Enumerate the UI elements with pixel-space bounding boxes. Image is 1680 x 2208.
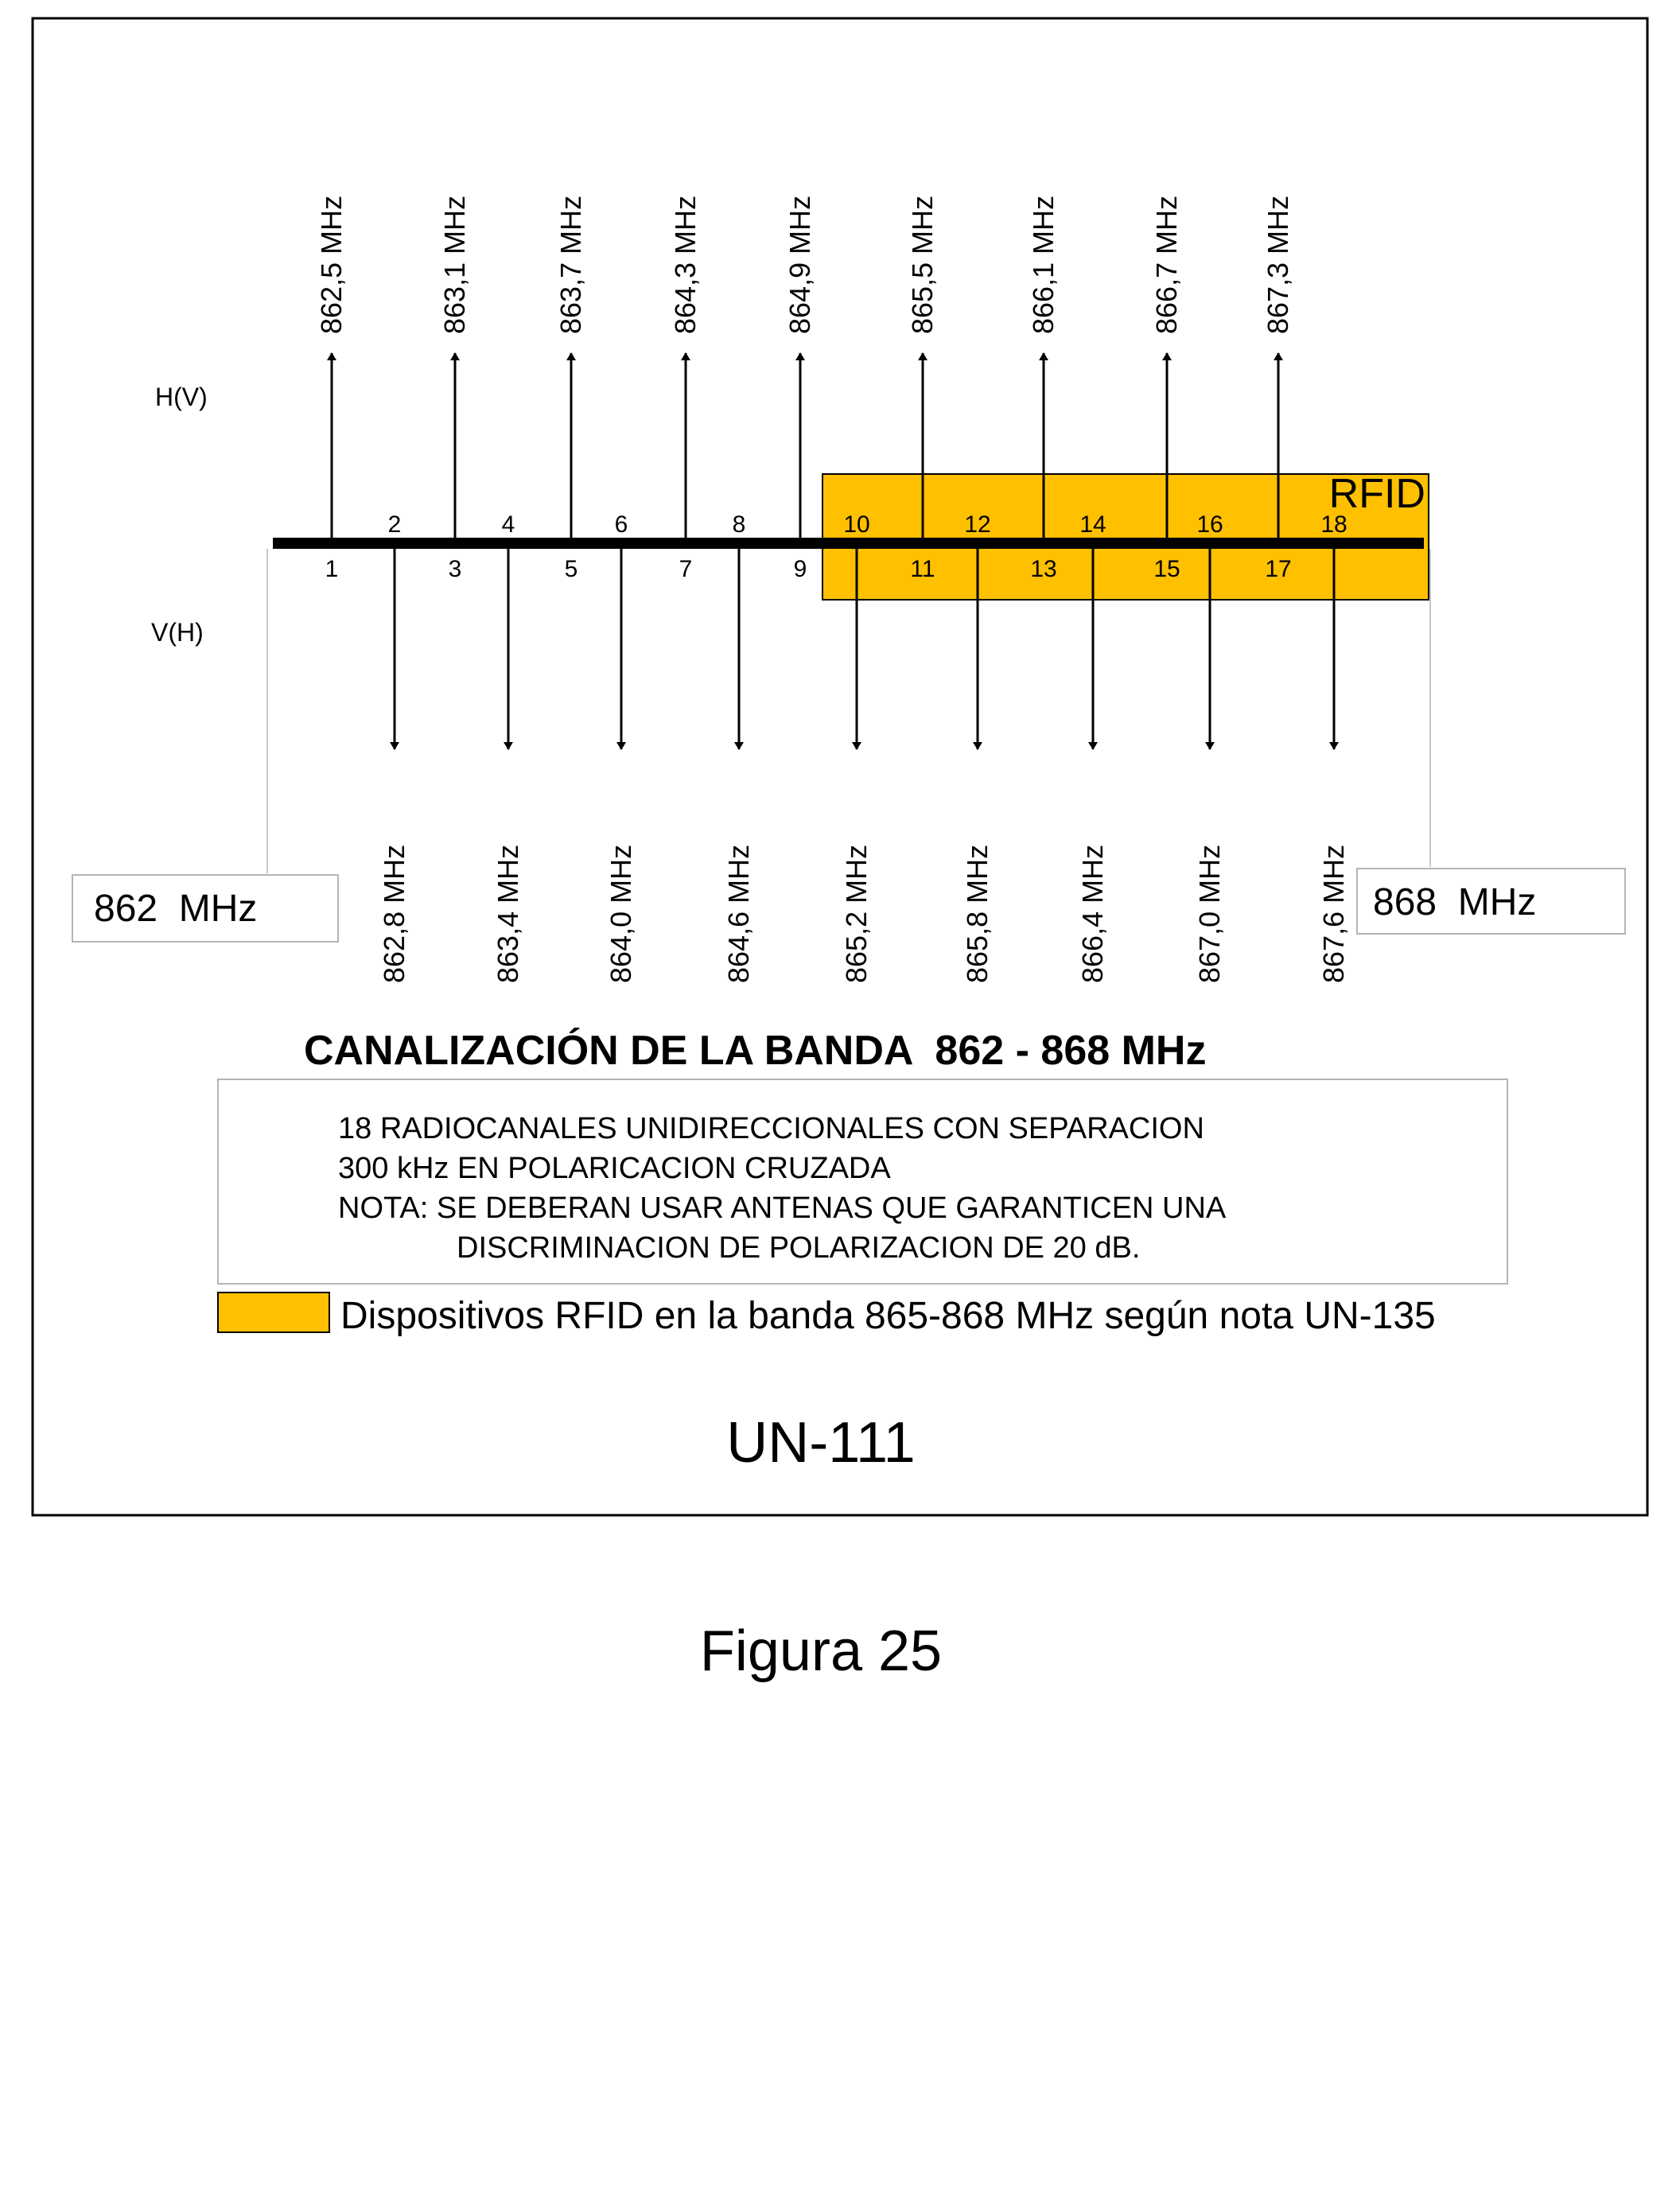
- channel-9-number: 9: [793, 556, 807, 582]
- h-pol-label: H(V): [155, 383, 208, 411]
- channel-16-number: 16: [1196, 511, 1223, 538]
- channel-4-frequency: 863,4 MHz: [492, 844, 524, 983]
- channel-12-frequency: 865,8 MHz: [961, 844, 994, 983]
- channel-10-number: 10: [843, 511, 870, 538]
- channel-15-frequency: 866,7 MHz: [1150, 195, 1183, 334]
- channel-17-number: 17: [1265, 556, 1292, 582]
- figure-caption: Figura 25: [699, 1619, 943, 1683]
- note-line-1: 18 RADIOCANALES UNIDIRECCIONALES CON SEPARACION: [338, 1112, 1204, 1145]
- channel-16-frequency: 867,0 MHz: [1193, 844, 1226, 983]
- note-line-4: DISCRIMINACION DE POLARIZACION DE 20 dB.: [457, 1231, 1141, 1265]
- channel-5-number: 5: [564, 556, 578, 582]
- diagram-code: UN-111: [726, 1411, 916, 1475]
- band-end-label: 868 MHz: [1373, 881, 1537, 923]
- channel-13-frequency: 866,1 MHz: [1027, 195, 1060, 334]
- note-line-3: NOTA: SE DEBERAN USAR ANTENAS QUE GARANTICEN UNA: [338, 1191, 1227, 1225]
- band-start-label: 862 MHz: [94, 888, 258, 930]
- channel-11-frequency: 865,5 MHz: [906, 195, 939, 334]
- channel-6-number: 6: [614, 511, 628, 538]
- channel-9-frequency: 864,9 MHz: [784, 195, 816, 334]
- figure-frame: [33, 18, 1647, 1515]
- channel-18-frequency: 867,6 MHz: [1317, 844, 1350, 983]
- channel-8-number: 8: [732, 511, 746, 538]
- diagram-title: CANALIZACIÓN DE LA BANDA 862 - 868 MHz: [304, 1028, 1207, 1074]
- channel-12-number: 12: [964, 511, 991, 538]
- v-pol-label: V(H): [151, 618, 204, 647]
- channel-15-number: 15: [1153, 556, 1180, 582]
- channel-5-frequency: 863,7 MHz: [554, 195, 587, 334]
- channel-4-number: 4: [501, 511, 515, 538]
- channel-3-frequency: 863,1 MHz: [438, 195, 471, 334]
- channel-14-number: 14: [1079, 511, 1106, 538]
- channel-7-frequency: 864,3 MHz: [669, 195, 702, 334]
- channel-1-number: 1: [325, 556, 339, 582]
- channel-8-frequency: 864,6 MHz: [722, 844, 755, 983]
- channel-17-frequency: 867,3 MHz: [1262, 195, 1294, 334]
- channel-2-number: 2: [387, 511, 402, 538]
- channel-13-number: 13: [1030, 556, 1057, 582]
- note-line-2: 300 kHz EN POLARICACION CRUZADA: [338, 1152, 891, 1185]
- channel-2-frequency: 862,8 MHz: [378, 844, 410, 983]
- channel-1-frequency: 862,5 MHz: [315, 195, 348, 334]
- legend-swatch: [218, 1293, 329, 1332]
- channel-7-number: 7: [679, 556, 693, 582]
- channel-6-frequency: 864,0 MHz: [605, 844, 637, 983]
- rfid-label: RFID: [1328, 471, 1425, 517]
- channel-11-number: 11: [910, 556, 935, 582]
- channel-3-number: 3: [448, 556, 462, 582]
- channel-14-frequency: 866,4 MHz: [1076, 844, 1109, 983]
- channel-10-frequency: 865,2 MHz: [840, 844, 873, 983]
- channel-18-number: 18: [1320, 511, 1348, 538]
- legend-label: Dispositivos RFID en la banda 865-868 MHz según nota UN-135: [340, 1295, 1436, 1337]
